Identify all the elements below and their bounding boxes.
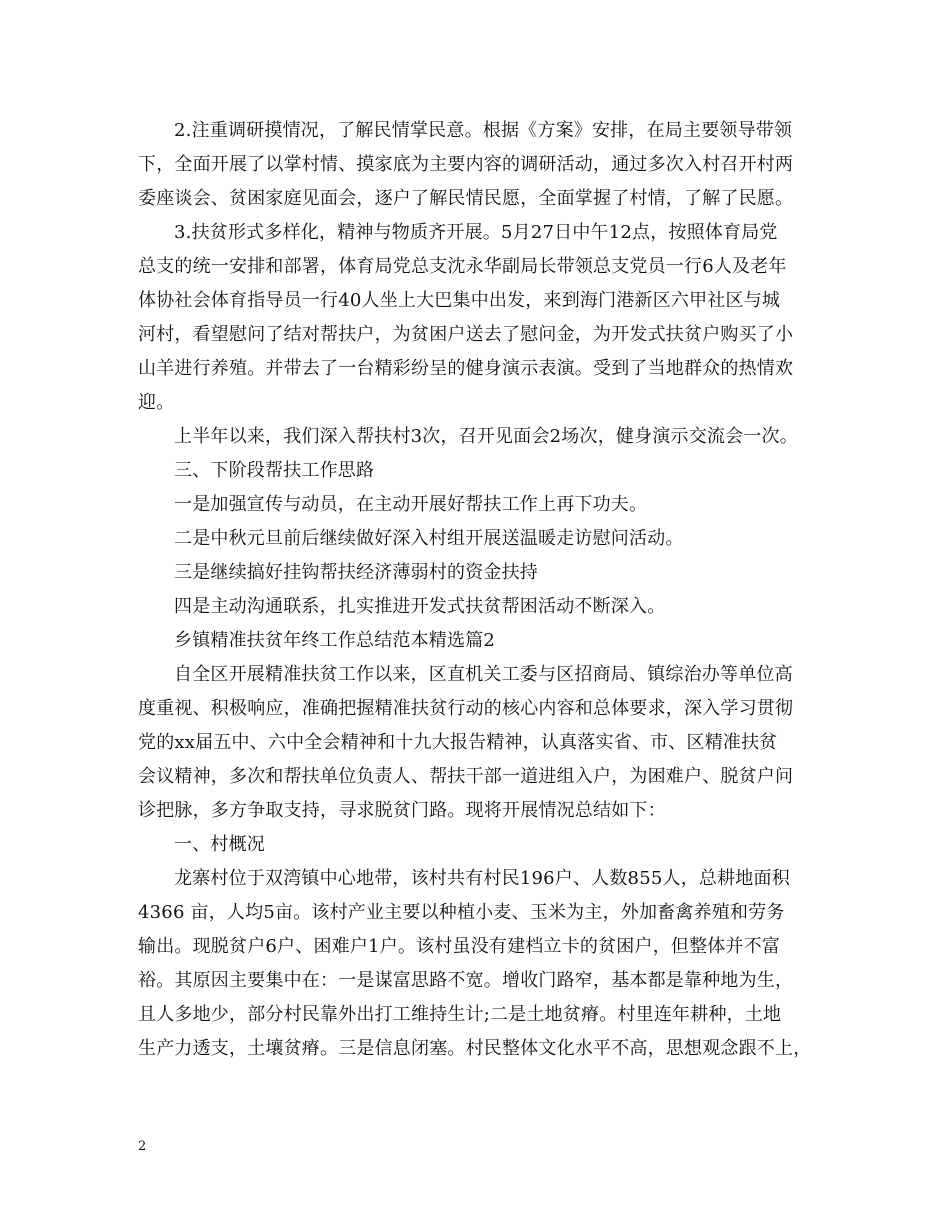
paragraph-line: 2.注重调研摸情况，了解民情掌民意。根据《方案》安排，在局主要领导带领 xyxy=(174,120,793,141)
section-heading: 乡镇精准扶贫年终工作总结范本精选篇2 xyxy=(174,630,496,651)
paragraph-line: 3.扶贫形式多样化，精神与物质齐开展。5月27日中午12点，按照体育局党 xyxy=(174,222,778,243)
paragraph-line: 四是主动沟通联系，扎实推进开发式扶贫帮困活动不断深入。 xyxy=(174,596,666,617)
paragraph-line: 河村，看望慰问了结对帮扶户，为贫困户送去了慰问金，为开发式扶贫户购买了小 xyxy=(138,324,794,345)
paragraph-line: 4366 亩，人均5亩。该村产业主要以种植小麦、玉米为主，外加畜禽养殖和劳务 xyxy=(138,902,785,923)
paragraph-line: 山羊进行养殖。并带去了一台精彩纷呈的健身演示表演。受到了当地群众的热情欢 xyxy=(138,358,794,379)
paragraph-line: 体协社会体育指导员一行40人坐上大巴集中出发，来到海门港新区六甲社区与城 xyxy=(138,290,781,311)
paragraph-line: 龙寨村位于双湾镇中心地带，该村共有村民196户、人数855人，总耕地面积 xyxy=(174,868,790,889)
paragraph-line: 度重视、积极响应，准确把握精准扶贫行动的核心内容和总体要求，深入学习贯彻 xyxy=(138,698,794,719)
paragraph-line: 总支的统一安排和部署，体育局党总支沈永华副局长带领总支党员一行6人及老年 xyxy=(138,256,787,277)
paragraph-line: 裕。其原因主要集中在：一是谋富思路不宽。增收门路窄，基本都是靠种地为生， xyxy=(138,970,794,991)
paragraph-line: 上半年以来，我们深入帮扶村3次，召开见面会2场次，健身演示交流会一次。 xyxy=(174,426,798,447)
paragraph-line: 三是继续搞好挂钩帮扶经济薄弱村的资金扶持 xyxy=(174,562,538,583)
paragraph-line: 一是加强宣传与动员，在主动开展好帮扶工作上再下功夫。 xyxy=(174,494,648,515)
paragraph-line: 党的xx届五中、六中全会精神和十九大报告精神，认真落实省、市、区精准扶贫 xyxy=(138,732,778,753)
paragraph-line: 二是中秋元旦前后继续做好深入村组开展送温暖走访慰问活动。 xyxy=(174,528,684,549)
paragraph-line: 输出。现脱贫户6户、困难户1户。该村虽没有建档立卡的贫困户，但整体并不富 xyxy=(138,936,781,957)
paragraph-line: 下，全面开展了以掌村情、摸家底为主要内容的调研活动，通过多次入村召开村两 xyxy=(138,154,794,175)
section-heading: 三、下阶段帮扶工作思路 xyxy=(174,460,375,481)
paragraph-line: 会议精神，多次和帮扶单位负责人、帮扶干部一道进组入户，为困难户、脱贫户问 xyxy=(138,766,794,787)
paragraph-line: 委座谈会、贫困家庭见面会，逐户了解民情民愿，全面掌握了村情，了解了民愿。 xyxy=(138,188,794,209)
paragraph-line: 诊把脉，多方争取支持，寻求脱贫门路。现将开展情况总结如下： xyxy=(138,800,666,821)
paragraph-line: 且人多地少，部分村民靠外出打工维持生计;二是土地贫瘠。村里连年耕种，土地 xyxy=(138,1004,782,1025)
section-heading: 一、村概况 xyxy=(174,834,265,855)
paragraph-line: 生产力透支，土壤贫瘠。三是信息闭塞。村民整体文化水平不高，思想观念跟不上， xyxy=(138,1038,812,1059)
paragraph-line: 自全区开展精准扶贫工作以来，区直机关工委与区招商局、镇综治办等单位高 xyxy=(174,664,793,685)
paragraph-line: 迎。 xyxy=(138,392,175,413)
page-number: 2 xyxy=(138,1139,147,1154)
